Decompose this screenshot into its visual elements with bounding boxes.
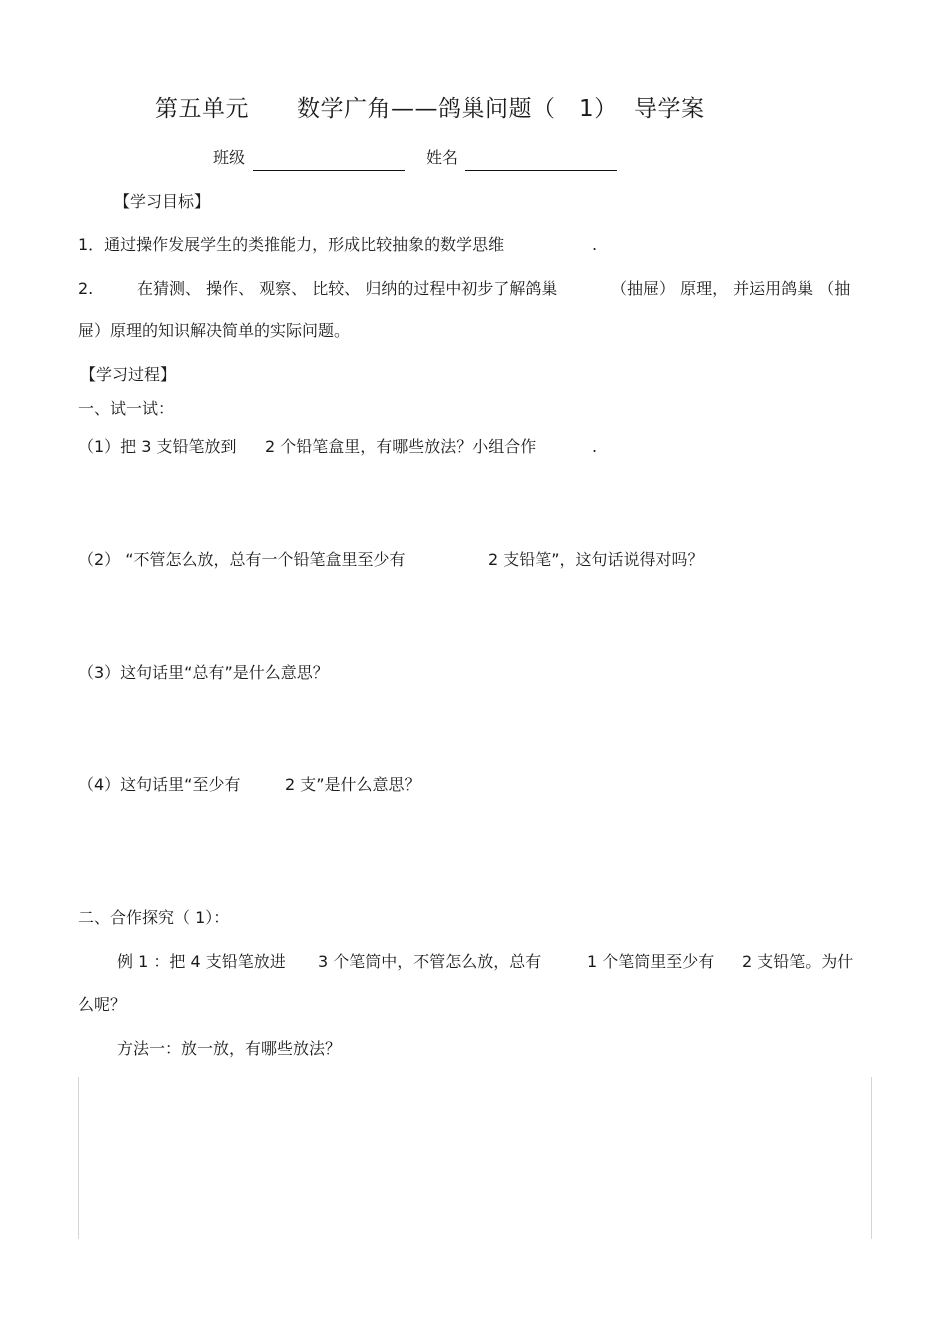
objective-1: 1．通过操作发展学生的类推能力，形成比较抽象的数学思维 [78,235,505,254]
question-1-part-b: 2 个铅笔盒里，有哪些放法？小组合作 [265,437,537,456]
class-label: 班级 [213,148,246,167]
question-4-part-b: 2 支”是什么意思？ [285,775,421,794]
question-3: （3）这句话里“总有”是什么意思？ [78,663,329,682]
objective-2-part-a: 在猜测、 操作、 观察、 比较、 归纳的过程中初步了解鸽巢 [137,279,558,298]
name-blank[interactable] [465,151,617,171]
example-1-part-e: 么呢？ [78,995,127,1014]
question-4-part-a: （4）这句话里“至少有 [78,775,241,794]
class-blank[interactable] [253,151,405,171]
question-1-end: . [592,437,598,456]
example-1-part-c: 1 个笔筒里至少有 [587,952,715,971]
title-unit: 第五单元 [155,96,249,122]
question-1-part-a: （1）把 3 支铅笔放到 [78,437,237,456]
title-topic: 数学广角——鸽巢问题（ [297,96,556,122]
name-label: 姓名 [426,148,459,167]
example-1-part-d: 2 支铅笔。为什 [742,952,854,971]
question-2-part-b: 2 支铅笔”，这句话说得对吗？ [488,550,704,569]
objective-1-end: . [592,235,598,254]
answer-box-left-border [78,1077,79,1239]
method-1-prompt: 方法一：放一放，有哪些放法？ [117,1039,342,1058]
question-2-part-a: （2） “不管怎么放，总有一个铅笔盒里至少有 [78,550,406,569]
section-1-heading: 一、试一试： [78,399,175,418]
objective-2-part-c: 屉）原理的知识解决简单的实际问题。 [78,321,351,340]
answer-box-right-border [871,1077,872,1239]
section-2-heading: 二、合作探究（ 1）： [78,908,230,927]
title-number: 1） [579,96,618,122]
objective-2-part-b: （抽屉） 原理， 并运用鸽巢 （抽 [611,279,851,298]
objective-2-number: 2. [78,279,94,298]
title-suffix: 导学案 [634,96,705,122]
example-1-part-b: 3 个笔筒中，不管怎么放，总有 [318,952,542,971]
objectives-heading: 【学习目标】 [114,192,211,211]
example-1-part-a: 例 1 ：把 4 支铅笔放进 [117,952,286,971]
process-heading: 【学习过程】 [80,365,177,384]
